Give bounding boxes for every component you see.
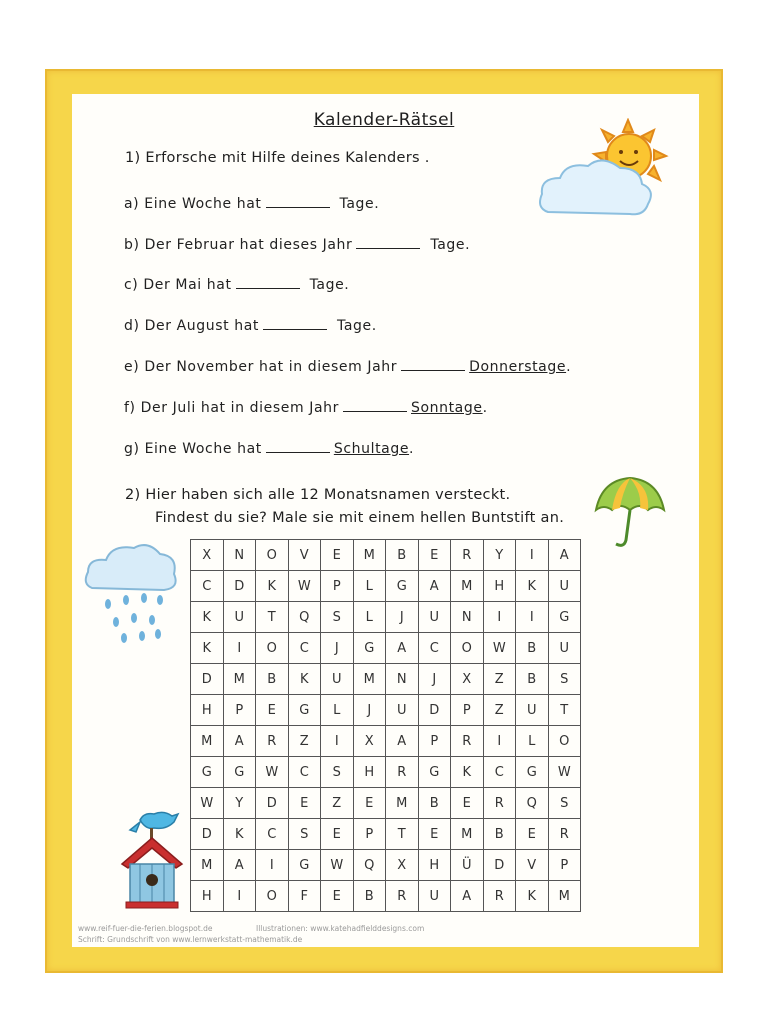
item-text-end: Tage. <box>336 318 377 334</box>
grid-cell[interactable]: O <box>256 540 289 571</box>
grid-cell[interactable]: Y <box>483 540 516 571</box>
answer-blank[interactable] <box>266 195 330 208</box>
grid-cell[interactable]: H <box>191 695 224 726</box>
grid-cell[interactable]: T <box>386 819 419 850</box>
grid-cell[interactable]: R <box>386 757 419 788</box>
grid-cell[interactable]: E <box>451 788 484 819</box>
question-1-item <box>124 276 349 293</box>
grid-cell[interactable]: B <box>386 540 419 571</box>
grid-cell[interactable]: B <box>516 664 549 695</box>
grid-cell[interactable]: Z <box>321 788 354 819</box>
grid-cell[interactable]: O <box>548 726 581 757</box>
grid-cell[interactable]: G <box>288 695 321 726</box>
grid-cell[interactable]: U <box>548 571 581 602</box>
grid-cell[interactable]: H <box>483 571 516 602</box>
grid-cell[interactable]: V <box>516 850 549 881</box>
grid-cell[interactable]: K <box>191 633 224 664</box>
grid-cell[interactable]: I <box>321 726 354 757</box>
grid-cell[interactable]: A <box>418 571 451 602</box>
item-text: d) Der August hat <box>124 318 259 334</box>
grid-cell[interactable]: S <box>321 602 354 633</box>
grid-cell[interactable]: W <box>256 757 289 788</box>
grid-cell[interactable]: A <box>386 726 419 757</box>
grid-cell[interactable]: G <box>548 602 581 633</box>
item-text-end: . <box>482 400 488 416</box>
grid-cell[interactable]: E <box>418 540 451 571</box>
grid-cell[interactable]: B <box>256 664 289 695</box>
footer-credit-left-1: www.reif-fuer-die-ferien.blogspot.de <box>78 924 213 933</box>
grid-cell[interactable]: U <box>223 602 256 633</box>
umbrella-icon <box>592 474 668 550</box>
grid-cell[interactable]: W <box>191 788 224 819</box>
grid-row <box>191 633 581 664</box>
grid-cell[interactable]: X <box>451 664 484 695</box>
grid-cell[interactable]: N <box>223 540 256 571</box>
grid-cell[interactable]: P <box>451 695 484 726</box>
grid-cell[interactable]: A <box>386 633 419 664</box>
grid-cell[interactable]: B <box>418 788 451 819</box>
grid-cell[interactable]: T <box>548 695 581 726</box>
item-text-end: Tage. <box>339 196 380 212</box>
grid-cell[interactable]: W <box>288 571 321 602</box>
grid-cell[interactable]: S <box>548 788 581 819</box>
grid-cell[interactable]: O <box>256 633 289 664</box>
grid-cell[interactable]: D <box>418 695 451 726</box>
grid-cell[interactable]: M <box>548 881 581 912</box>
item-text: e) Der November hat in diesem Jahr <box>124 359 398 375</box>
grid-cell[interactable]: H <box>418 850 451 881</box>
answer-blank[interactable] <box>236 276 300 289</box>
grid-cell[interactable]: E <box>321 540 354 571</box>
grid-cell[interactable]: E <box>321 881 354 912</box>
grid-row <box>191 540 581 571</box>
grid-cell[interactable]: I <box>483 602 516 633</box>
grid-cell[interactable]: I <box>223 633 256 664</box>
grid-cell[interactable]: H <box>191 881 224 912</box>
rain-cloud-icon <box>82 538 182 648</box>
question-1-item <box>124 358 571 375</box>
grid-cell[interactable]: M <box>191 726 224 757</box>
grid-cell[interactable]: R <box>451 726 484 757</box>
grid-cell[interactable]: E <box>418 819 451 850</box>
grid-cell[interactable]: C <box>191 571 224 602</box>
grid-cell[interactable]: K <box>516 881 549 912</box>
question-1-item <box>124 399 488 416</box>
grid-cell[interactable]: D <box>223 571 256 602</box>
grid-cell[interactable]: G <box>191 757 224 788</box>
grid-row <box>191 788 581 819</box>
grid-cell[interactable]: Y <box>223 788 256 819</box>
grid-cell[interactable]: S <box>321 757 354 788</box>
item-text-end: Tage. <box>430 237 471 253</box>
grid-cell[interactable]: R <box>548 819 581 850</box>
grid-cell[interactable]: W <box>548 757 581 788</box>
question-1-item <box>124 317 377 334</box>
word-search-grid <box>190 539 581 912</box>
grid-cell[interactable]: S <box>288 819 321 850</box>
grid-cell[interactable]: B <box>353 881 386 912</box>
grid-cell[interactable]: J <box>386 602 419 633</box>
question-2-heading-line2: Findest du sie? Male sie mit einem hellen Buntstift an. <box>155 510 565 526</box>
question-1-item <box>124 440 414 457</box>
question-2-heading-line1: 2) Hier haben sich alle 12 Monatsnamen versteckt. <box>125 487 511 503</box>
grid-cell[interactable]: G <box>386 571 419 602</box>
grid-cell[interactable]: Q <box>353 850 386 881</box>
grid-cell[interactable]: X <box>191 540 224 571</box>
grid-cell[interactable]: J <box>321 633 354 664</box>
grid-cell[interactable]: P <box>321 571 354 602</box>
grid-cell[interactable]: M <box>353 540 386 571</box>
item-text-end: . <box>409 441 415 457</box>
grid-cell[interactable]: O <box>256 881 289 912</box>
grid-row <box>191 571 581 602</box>
grid-cell[interactable]: A <box>451 881 484 912</box>
grid-cell[interactable]: D <box>191 664 224 695</box>
grid-cell[interactable]: E <box>256 695 289 726</box>
grid-cell[interactable]: H <box>353 757 386 788</box>
grid-cell[interactable]: E <box>288 788 321 819</box>
grid-cell[interactable]: G <box>288 850 321 881</box>
grid-cell[interactable]: K <box>451 757 484 788</box>
grid-cell[interactable]: C <box>256 819 289 850</box>
grid-cell[interactable]: K <box>256 571 289 602</box>
grid-cell[interactable]: G <box>223 757 256 788</box>
grid-cell[interactable]: L <box>516 726 549 757</box>
grid-cell[interactable]: N <box>451 602 484 633</box>
grid-cell[interactable]: C <box>483 757 516 788</box>
grid-cell[interactable]: A <box>223 850 256 881</box>
grid-cell[interactable]: F <box>288 881 321 912</box>
grid-cell[interactable]: M <box>353 664 386 695</box>
grid-cell[interactable]: R <box>483 788 516 819</box>
grid-cell[interactable]: V <box>288 540 321 571</box>
footer-credit-left-2: Schrift: Grundschrift von www.lernwerkstatt-mathematik.de <box>78 935 303 944</box>
grid-cell[interactable]: I <box>516 540 549 571</box>
grid-cell[interactable]: A <box>223 726 256 757</box>
underlined-word: Sonntage <box>411 400 483 416</box>
grid-row <box>191 726 581 757</box>
page-title: Kalender-Rätsel <box>313 110 455 130</box>
grid-cell[interactable]: L <box>321 695 354 726</box>
grid-cell[interactable]: I <box>223 881 256 912</box>
grid-cell[interactable]: U <box>418 881 451 912</box>
grid-cell[interactable]: G <box>418 757 451 788</box>
grid-cell[interactable]: I <box>256 850 289 881</box>
question-1-heading: 1) Erforsche mit Hilfe deines Kalenders . <box>125 150 430 166</box>
grid-cell[interactable]: Ü <box>451 850 484 881</box>
grid-cell[interactable]: O <box>451 633 484 664</box>
grid-cell[interactable]: D <box>256 788 289 819</box>
grid-row <box>191 757 581 788</box>
grid-cell[interactable]: K <box>516 571 549 602</box>
grid-cell[interactable]: P <box>223 695 256 726</box>
grid-cell[interactable]: G <box>516 757 549 788</box>
grid-cell[interactable]: E <box>321 819 354 850</box>
grid-cell[interactable]: D <box>191 819 224 850</box>
underlined-word: Donnerstage <box>469 359 567 375</box>
grid-cell[interactable]: M <box>451 571 484 602</box>
grid-cell[interactable]: L <box>353 602 386 633</box>
grid-cell[interactable]: X <box>386 850 419 881</box>
grid-cell[interactable]: L <box>353 571 386 602</box>
grid-cell[interactable]: Q <box>516 788 549 819</box>
grid-cell[interactable]: W <box>321 850 354 881</box>
sun-cloud-icon <box>536 118 670 222</box>
question-1-item <box>124 195 379 212</box>
grid-cell[interactable]: A <box>548 540 581 571</box>
answer-blank[interactable] <box>343 399 407 412</box>
grid-cell[interactable]: E <box>516 819 549 850</box>
footer-credit-right-1: Illustrationen: www.katehadfielddesigns.com <box>256 924 425 933</box>
grid-cell[interactable]: C <box>288 633 321 664</box>
underlined-word: Schultage <box>333 441 410 457</box>
grid-cell[interactable]: P <box>548 850 581 881</box>
grid-cell[interactable]: Z <box>483 664 516 695</box>
grid-cell[interactable]: C <box>418 633 451 664</box>
grid-row <box>191 602 581 633</box>
birdhouse-icon <box>116 808 188 912</box>
grid-cell[interactable]: X <box>353 726 386 757</box>
grid-cell[interactable]: Z <box>288 726 321 757</box>
item-text: g) Eine Woche hat <box>124 441 262 457</box>
grid-cell[interactable]: I <box>516 602 549 633</box>
grid-row <box>191 819 581 850</box>
grid-cell[interactable]: U <box>516 695 549 726</box>
grid-cell[interactable]: I <box>483 726 516 757</box>
item-text-end: Tage. <box>309 277 350 293</box>
item-text: c) Der Mai hat <box>124 277 232 293</box>
grid-cell[interactable]: N <box>386 664 419 695</box>
grid-cell[interactable]: B <box>516 633 549 664</box>
grid-row <box>191 881 581 912</box>
grid-cell[interactable]: D <box>483 850 516 881</box>
answer-blank[interactable] <box>401 358 465 371</box>
grid-cell[interactable]: P <box>418 726 451 757</box>
grid-cell[interactable]: R <box>451 540 484 571</box>
grid-cell[interactable]: M <box>191 850 224 881</box>
grid-cell[interactable]: B <box>483 819 516 850</box>
grid-cell[interactable]: U <box>321 664 354 695</box>
grid-cell[interactable]: R <box>483 881 516 912</box>
grid-cell[interactable]: M <box>223 664 256 695</box>
grid-cell[interactable]: U <box>386 695 419 726</box>
grid-cell[interactable]: E <box>353 788 386 819</box>
answer-blank[interactable] <box>266 440 330 453</box>
grid-cell[interactable]: P <box>353 819 386 850</box>
answer-blank[interactable] <box>263 317 327 330</box>
grid-row <box>191 850 581 881</box>
grid-cell[interactable]: T <box>256 602 289 633</box>
item-text: a) Eine Woche hat <box>124 196 262 212</box>
grid-cell[interactable]: K <box>191 602 224 633</box>
grid-cell[interactable]: K <box>288 664 321 695</box>
grid-cell[interactable]: C <box>288 757 321 788</box>
answer-blank[interactable] <box>356 236 420 249</box>
grid-cell[interactable]: M <box>386 788 419 819</box>
grid-cell[interactable]: Q <box>288 602 321 633</box>
grid-cell[interactable]: S <box>548 664 581 695</box>
grid-cell[interactable]: Z <box>483 695 516 726</box>
item-text: f) Der Juli hat in diesem Jahr <box>124 400 339 416</box>
item-text: b) Der Februar hat dieses Jahr <box>124 237 353 253</box>
grid-row <box>191 695 581 726</box>
grid-cell[interactable]: R <box>256 726 289 757</box>
grid-cell[interactable]: G <box>353 633 386 664</box>
grid-cell[interactable]: U <box>418 602 451 633</box>
grid-cell[interactable]: U <box>548 633 581 664</box>
item-text-end: . <box>566 359 572 375</box>
question-1-item <box>124 236 470 253</box>
grid-row <box>191 664 581 695</box>
grid-cell[interactable]: M <box>451 819 484 850</box>
grid-cell[interactable]: K <box>223 819 256 850</box>
grid-cell[interactable]: J <box>418 664 451 695</box>
grid-cell[interactable]: J <box>353 695 386 726</box>
grid-cell[interactable]: W <box>483 633 516 664</box>
grid-cell[interactable]: R <box>386 881 419 912</box>
